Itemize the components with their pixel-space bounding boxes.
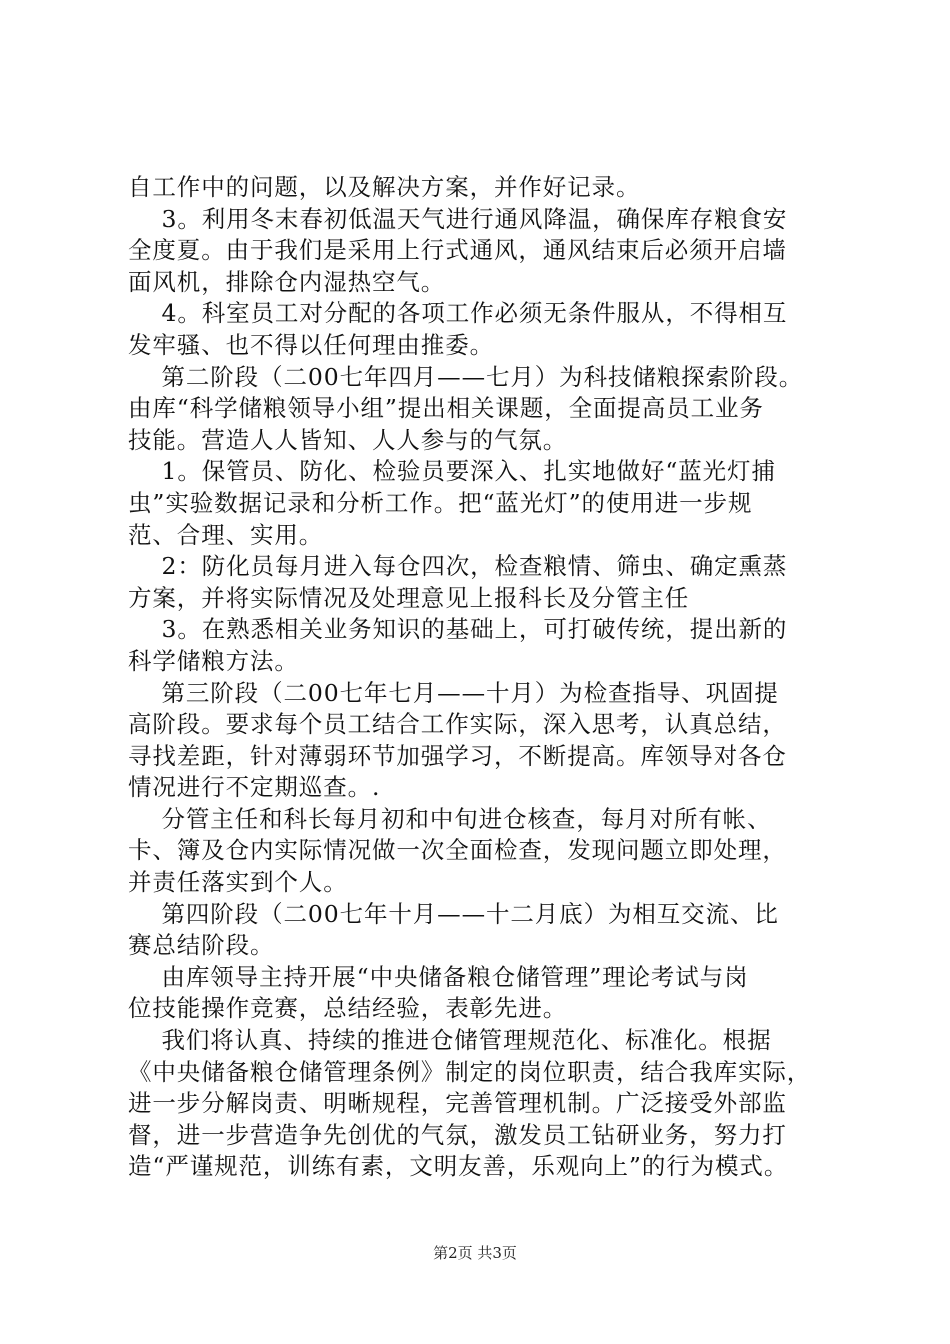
text-line: 第四阶段（二00七年十月——十二月底）为相互交流、比 — [128, 899, 779, 928]
text-line: 督，进一步营造争先创优的气氛，激发员工钻研业务，努力打 — [128, 1120, 787, 1149]
text-line: 3。在熟悉相关业务知识的基础上，可打破传统，提出新的 — [128, 615, 788, 644]
text-line: 赛总结阶段。 — [128, 931, 275, 960]
text-line: 面风机，排除仓内湿热空气。 — [128, 267, 446, 296]
text-line: 我们将认真、持续的推进仓储管理规范化、标准化。根据 — [128, 1026, 772, 1055]
text-line: 《中央储备粮仓储管理条例》制定的岗位职责，结合我库实际， — [128, 1057, 812, 1086]
text-line: 虫”实验数据记录和分析工作。把“蓝光灯”的使用进一步规 — [128, 488, 753, 517]
text-line: 发牢骚、也不得以任何理由推委。 — [128, 330, 494, 359]
text-line: 由库“科学储粮领导小组”提出相关课题，全面提高员工业务 — [128, 394, 764, 423]
text-line: 并责任落实到个人。 — [128, 868, 348, 897]
text-line: 3。利用冬末春初低温天气进行通风降温，确保库存粮食安 — [128, 204, 788, 233]
text-line: 技能。营造人人皆知、人人参与的气氛。 — [128, 425, 568, 454]
text-line: 寻找差距，针对薄弱环节加强学习，不断提高。库领导对各仓 — [128, 741, 787, 770]
text-line: 高阶段。要求每个员工结合工作实际，深入思考，认真总结， — [128, 710, 787, 739]
text-line: 全度夏。由于我们是采用上行式通风，通风结束后必须开启墙 — [128, 236, 787, 265]
text-line: 自工作中的问题，以及解决方案，并作好记录。 — [128, 173, 641, 201]
text-line: 位技能操作竞赛，总结经验，表彰先进。 — [128, 994, 568, 1023]
text-line: 分管主任和科长每月初和中旬进仓核查，每月对所有帐、 — [128, 804, 772, 833]
text-line: 1。保管员、防化、检验员要深入、扎实地做好“蓝光灯捕 — [128, 457, 776, 486]
page-number-footer: 第2页 共3页 — [433, 1244, 517, 1262]
text-line: 进一步分解岗责、明晰规程，完善管理机制。广泛接受外部监 — [128, 1089, 787, 1118]
text-line: 造“严谨规范，训练有素，文明友善，乐观向上”的行为模式。 — [128, 1152, 789, 1181]
text-line: 第二阶段（二00七年四月——七月）为科技储粮探索阶段。 — [128, 362, 804, 391]
text-line: 情况进行不定期巡查。. — [128, 773, 381, 802]
text-line: 范、合理、实用。 — [128, 520, 324, 549]
text-line: 方案，并将实际情况及处理意见上报科长及分管主任 — [128, 583, 690, 612]
document-body — [128, 172, 836, 1183]
text-line: 4。科室员工对分配的各项工作必须无条件服从，不得相互 — [128, 299, 788, 328]
text-line: 卡、簿及仓内实际情况做一次全面检查，发现问题立即处理， — [128, 836, 787, 865]
text-line: 科学储粮方法。 — [128, 646, 299, 675]
text-line: 第三阶段（二00七年七月——十月）为检查指导、巩固提 — [128, 678, 779, 707]
text-line: 由库领导主持开展“中央储备粮仓储管理”理论考试与岗 — [128, 962, 749, 991]
text-line: 2：防化员每月进入每仓四次，检查粮情、筛虫、确定熏蒸 — [128, 552, 788, 581]
